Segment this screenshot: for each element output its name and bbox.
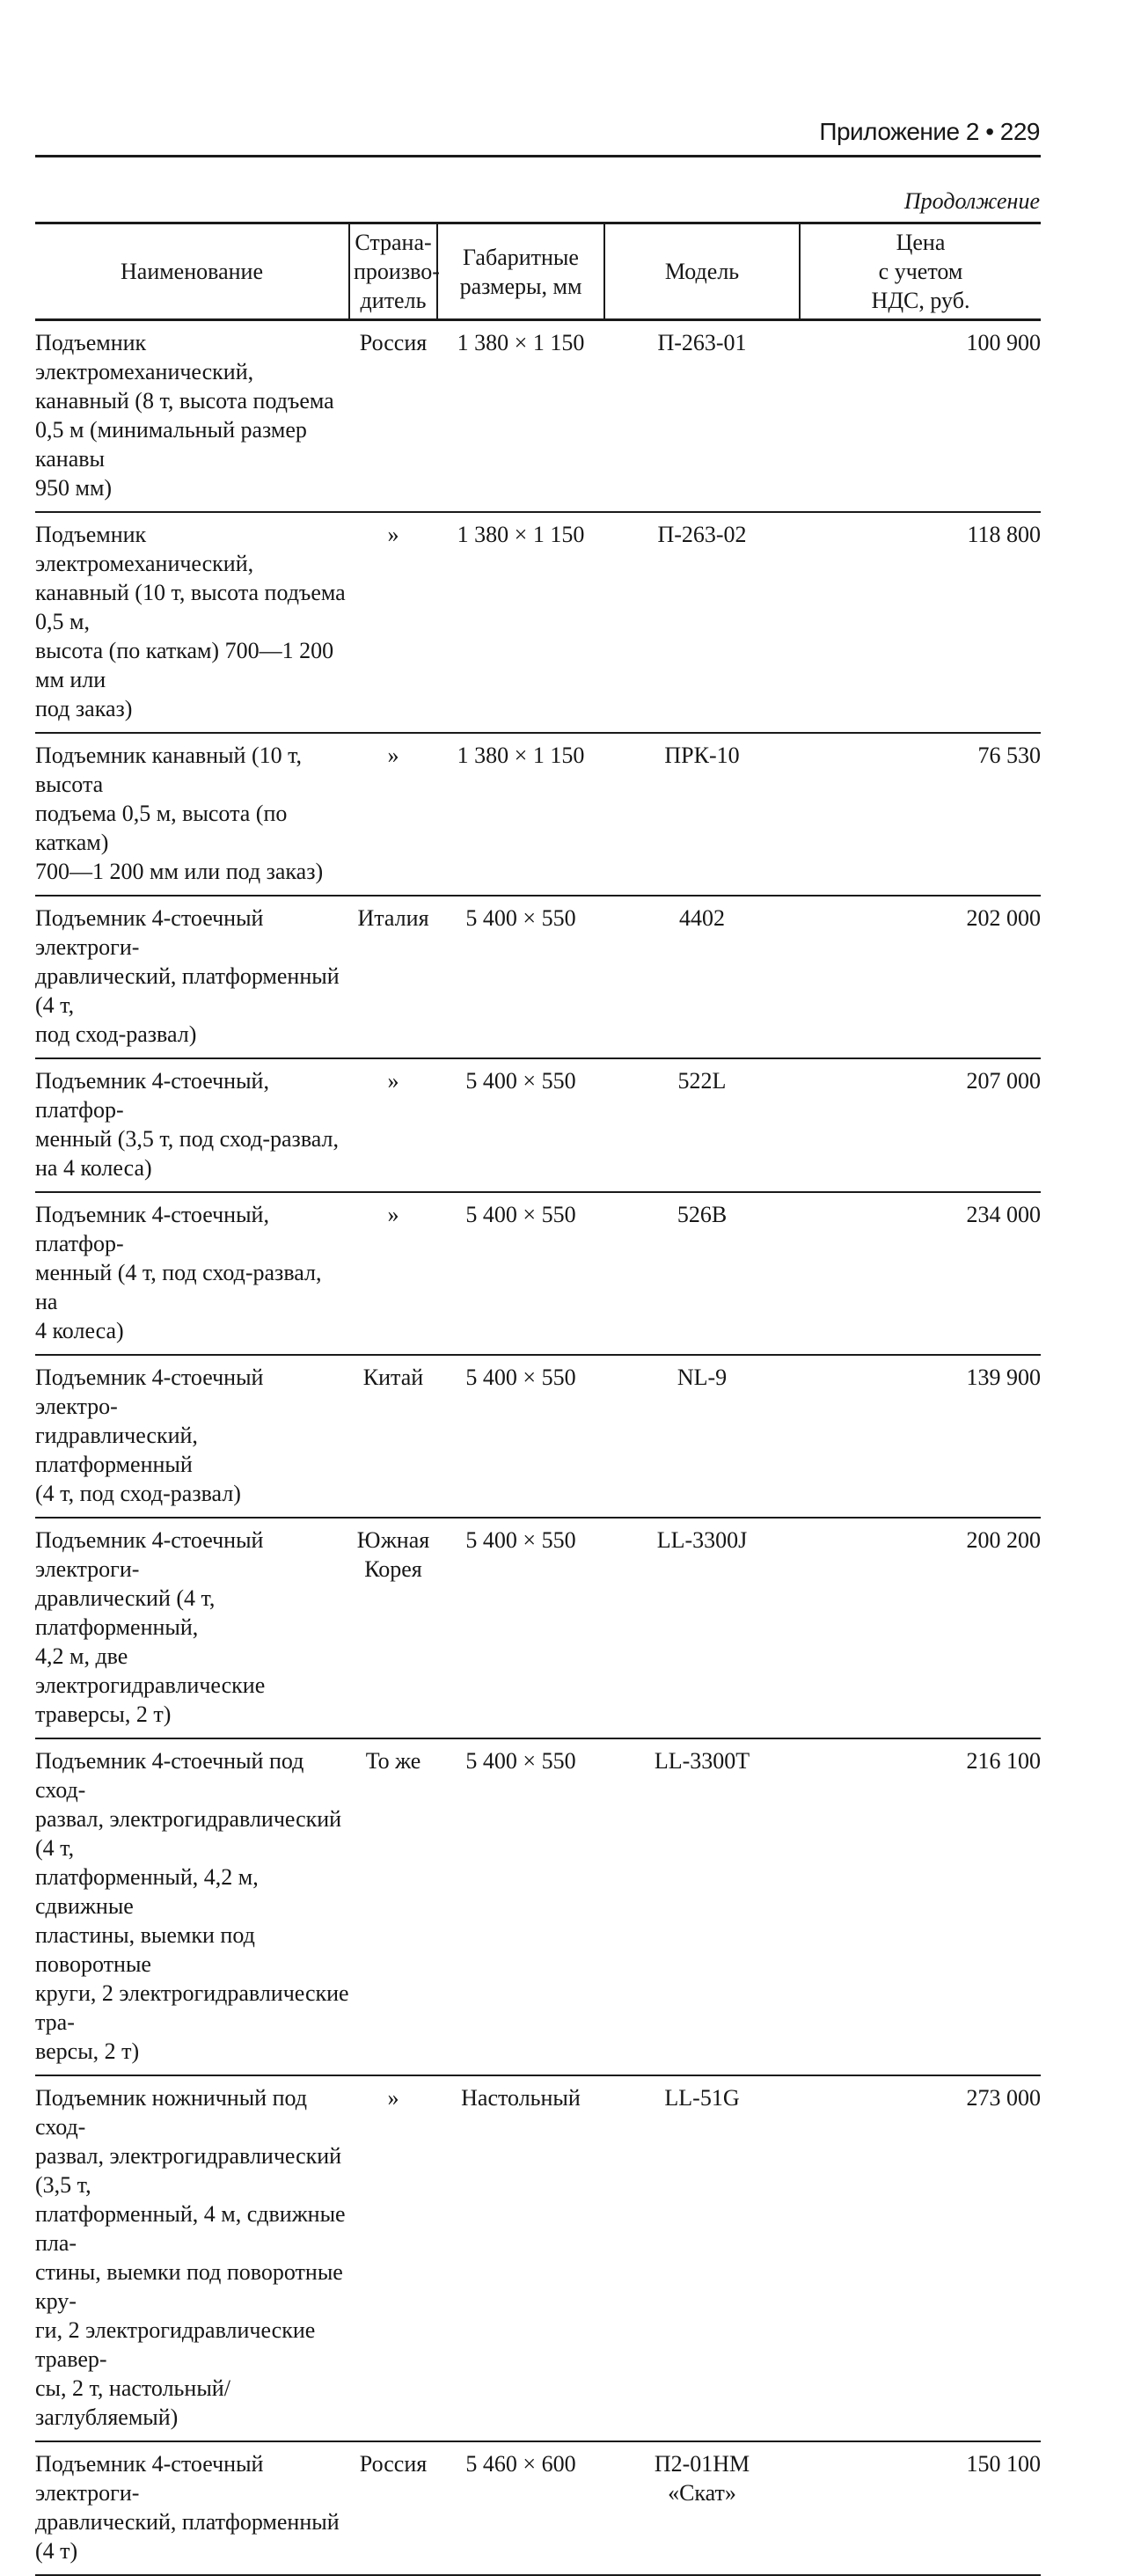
cell-line: ги, 2 электрогидравлические травер- [35, 2317, 316, 2372]
cell-name [35, 733, 349, 896]
header-rule [35, 155, 1041, 157]
cell-dimensions: 5 400 × 550 [437, 1058, 604, 1192]
cell-dimensions: 5 460 × 600 [437, 2441, 604, 2575]
header-line: НДС, руб. [871, 288, 970, 313]
header-line: дитель [360, 288, 427, 313]
running-head: Приложение 2 • 229 [819, 118, 1040, 145]
cell-model [604, 2441, 800, 2575]
cell-line: дравлический (4 т, платформенный, [35, 1585, 216, 1640]
cell-line: То же [365, 1748, 421, 1774]
cell-country [349, 1518, 437, 1738]
cell-name [35, 320, 349, 513]
cell-line: Россия [359, 2451, 428, 2477]
cell-line: 522L [677, 1068, 727, 1094]
cell-dimensions: 5 400 × 550 [437, 1518, 604, 1738]
cell-price: 202 000 [800, 896, 1041, 1058]
cell-dimensions: 5 400 × 550 [437, 1192, 604, 1355]
cell-line: » [387, 2085, 399, 2111]
cell-line: NL-9 [677, 1365, 728, 1390]
cell-country [349, 320, 437, 513]
cell-country [349, 896, 437, 1058]
cell-line: Китай [362, 1365, 424, 1390]
cell-line: Италия [357, 905, 429, 931]
cell-line: 4,2 м, две электрогидравлические [35, 1643, 266, 1698]
table-row [35, 1058, 1041, 1192]
header-line: Габаритные [463, 244, 579, 270]
header-line: произво- [354, 259, 440, 284]
cell-line: 0,5 м (минимальный размер канавы [35, 417, 307, 472]
header-line: с учетом [878, 259, 963, 284]
cell-line: сы, 2 т, настольный/заглубляемый) [35, 2375, 230, 2430]
cell-country [349, 1058, 437, 1192]
cell-line: платформенный, 4,2 м, сдвижные [35, 1864, 259, 1919]
cell-line: под сход-развал) [35, 1021, 197, 1047]
cell-line: Подъемник электромеханический, [35, 330, 254, 384]
cell-model [604, 896, 800, 1058]
cell-model [604, 1518, 800, 1738]
cell-line: Подъемник электромеханический, [35, 522, 254, 576]
cell-line: дравлический, платформенный (4 т, [35, 963, 340, 1018]
cell-model [604, 1058, 800, 1192]
cell-price: 273 000 [800, 2075, 1041, 2441]
header-price [800, 223, 1041, 320]
cell-line: » [387, 1068, 399, 1094]
cell-line: » [387, 522, 399, 547]
table-row [35, 1518, 1041, 1738]
cell-price: 207 000 [800, 1058, 1041, 1192]
cell-name [35, 2441, 349, 2575]
table-row [35, 1738, 1041, 2075]
table-header-row [35, 223, 1041, 320]
header-country [349, 223, 440, 320]
cell-line: 4402 [679, 905, 725, 931]
table-row [35, 512, 1041, 733]
cell-model [604, 733, 800, 896]
header-name [35, 223, 349, 320]
table-row [35, 896, 1041, 1058]
cell-line: Корея [364, 1556, 422, 1582]
cell-dimensions: 1 380 × 1 150 [437, 512, 604, 733]
cell-line: дравлический, платформенный (4 т) [35, 2509, 340, 2564]
header-line: Страна- [355, 230, 432, 255]
cell-country [349, 1355, 437, 1518]
cell-line: ПРК-10 [664, 743, 740, 768]
cell-price: 150 100 [800, 2441, 1041, 2575]
cell-line: 700—1 200 мм или под заказ) [35, 859, 324, 884]
cell-line: LL-51G [664, 2085, 740, 2111]
cell-dimensions: 5 400 × 550 [437, 1355, 604, 1518]
header-dimensions [437, 223, 604, 320]
header-line: Цена [896, 230, 946, 255]
cell-line: пластины, выемки под поворотные [35, 1922, 255, 1977]
cell-line: Россия [359, 330, 428, 355]
cell-price: 200 200 [800, 1518, 1041, 1738]
cell-line: (4 т, под сход-развал) [35, 1481, 241, 1506]
cell-line: версы, 2 т) [35, 2038, 140, 2064]
cell-line: П-263-01 [657, 330, 747, 355]
cell-name [35, 896, 349, 1058]
cell-model [604, 1192, 800, 1355]
cell-line: Подъемник ножничный под сход- [35, 2085, 307, 2140]
cell-line: стины, выемки под поворотные кру- [35, 2259, 343, 2314]
cell-line: Подъемник канавный (10 т, высота [35, 743, 303, 797]
cell-country [349, 512, 437, 733]
cell-line: Подъемник 4-стоечный, платфор- [35, 1202, 269, 1256]
cell-price: 216 100 [800, 1738, 1041, 2075]
cell-line: на 4 колеса) [35, 1155, 152, 1181]
header-line: размеры, мм [459, 273, 582, 299]
cell-country [349, 2075, 437, 2441]
cell-line: Подъемник 4-стоечный под сход- [35, 1748, 304, 1803]
cell-model [604, 1738, 800, 2075]
cell-line: П2-01НМ [654, 2451, 750, 2477]
cell-model [604, 1355, 800, 1518]
cell-name [35, 1738, 349, 2075]
cell-line: канавный (10 т, высота подъема 0,5 м, [35, 580, 346, 634]
cell-line: Подъемник 4-стоечный электроги- [35, 905, 264, 960]
table-row [35, 733, 1041, 896]
cell-name [35, 1355, 349, 1518]
cell-model [604, 320, 800, 513]
cell-line: LL-3300J [656, 1527, 748, 1553]
cell-name [35, 1058, 349, 1192]
cell-line: менный (4 т, под сход-развал, на [35, 1260, 322, 1314]
cell-line: Подъемник 4-стоечный, платфор- [35, 1068, 269, 1123]
table-row [35, 1192, 1041, 1355]
cell-model [604, 2075, 800, 2441]
cell-name [35, 1192, 349, 1355]
cell-line: платформенный, 4 м, сдвижные пла- [35, 2201, 346, 2256]
cell-name [35, 1518, 349, 1738]
cell-name [35, 512, 349, 733]
cell-model [604, 512, 800, 733]
cell-country [349, 733, 437, 896]
cell-line: » [387, 1202, 399, 1227]
cell-price: 118 800 [800, 512, 1041, 733]
cell-country [349, 1738, 437, 2075]
cell-line: развал, электрогидравлический (3,5 т, [35, 2143, 342, 2198]
cell-price: 139 900 [800, 1355, 1041, 1518]
cell-line: Подъемник 4-стоечный электроги- [35, 2451, 264, 2506]
cell-line: менный (3,5 т, под сход-развал, [35, 1126, 339, 1152]
cell-line: канавный (8 т, высота подъема [35, 388, 334, 413]
table-row [35, 2075, 1041, 2441]
table-row [35, 2441, 1041, 2575]
cell-line: под заказ) [35, 696, 133, 721]
cell-price: 234 000 [800, 1192, 1041, 1355]
cell-line: гидравлический, платформенный [35, 1423, 198, 1477]
lift-price-table [35, 222, 1041, 2576]
cell-line: 526B [677, 1202, 728, 1227]
cell-line: Подъемник 4-стоечный электроги- [35, 1527, 264, 1582]
cell-line: 4 колеса) [35, 1318, 124, 1343]
header-line: Наименование [121, 259, 263, 284]
cell-line: Подъемник 4-стоечный электро- [35, 1365, 264, 1419]
cell-price: 76 530 [800, 733, 1041, 896]
cell-dimensions: 1 380 × 1 150 [437, 320, 604, 513]
cell-line: 950 мм) [35, 475, 113, 501]
cell-country [349, 2441, 437, 2575]
cell-country [349, 1192, 437, 1355]
cell-dimensions: 5 400 × 550 [437, 896, 604, 1058]
cell-line: «Скат» [668, 2480, 736, 2506]
cell-name [35, 2075, 349, 2441]
header-model [604, 223, 800, 320]
cell-dimensions: Настольный [437, 2075, 604, 2441]
header-line: Модель [664, 259, 740, 284]
cell-line: » [387, 743, 399, 768]
cell-line: траверсы, 2 т) [35, 1701, 172, 1727]
cell-line: высота (по каткам) 700—1 200 мм или [35, 638, 334, 692]
cell-dimensions: 1 380 × 1 150 [437, 733, 604, 896]
cell-line: LL-3300T [654, 1748, 750, 1774]
cell-line: развал, электрогидравлический (4 т, [35, 1806, 342, 1861]
cell-price: 100 900 [800, 320, 1041, 513]
cell-dimensions: 5 400 × 550 [437, 1738, 604, 2075]
cell-line: круги, 2 электрогидравлические тра- [35, 1980, 349, 2035]
cell-line: П-263-02 [657, 522, 747, 547]
table-row [35, 1355, 1041, 1518]
table-body [35, 320, 1041, 2576]
table-row [35, 320, 1041, 513]
cell-line: подъема 0,5 м, высота (по каткам) [35, 801, 288, 855]
continuation-label: Продолжение [903, 188, 1040, 214]
cell-line: Южная [356, 1527, 430, 1553]
